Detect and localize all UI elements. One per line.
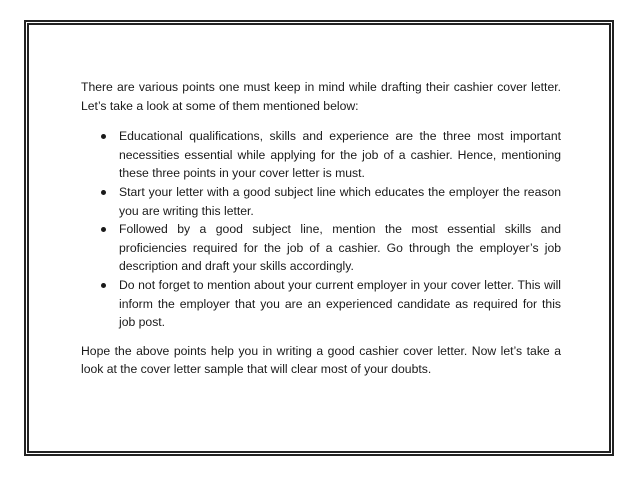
closing-paragraph: Hope the above points help you in writing a good cashier cover letter. Now let’s take a look at the cover letter sample that will clear most of your doubts. [81, 343, 561, 377]
bullet-item [81, 127, 561, 183]
bullet-dot-icon [101, 190, 106, 195]
bullet-item [81, 220, 561, 276]
intro-paragraph: There are various points one must keep in mind while drafting their cashier cover letter. Let’s take a look at some of them mentioned below: [81, 80, 561, 113]
bullet-item [81, 276, 561, 332]
bullet-item [81, 183, 561, 220]
bullet-text: Educational qualifications, skills and experience are the three most important necessities essential while applying for the job of a cashier. Hence, mentioning these three points in your cover letter is must. [119, 129, 561, 181]
bullet-text: Followed by a good subject line, mention the most essential skills and proficiencies required for the job of a cashier. Go through the employer’s job description and draft your skills accordingly. [119, 222, 561, 274]
bullet-text: Do not forget to mention about your current employer in your cover letter. This will inform the employer that you are an experienced candidate as required for this job post. [119, 277, 561, 330]
document-body [81, 78, 561, 379]
bullet-dot-icon [101, 227, 106, 232]
bullet-dot-icon [101, 283, 106, 288]
bullet-dot-icon [101, 134, 106, 139]
tips-bullet-list [81, 127, 561, 332]
bullet-text: Start your letter with a good subject line which educates the employer the reason you are writing this letter. [119, 184, 561, 218]
